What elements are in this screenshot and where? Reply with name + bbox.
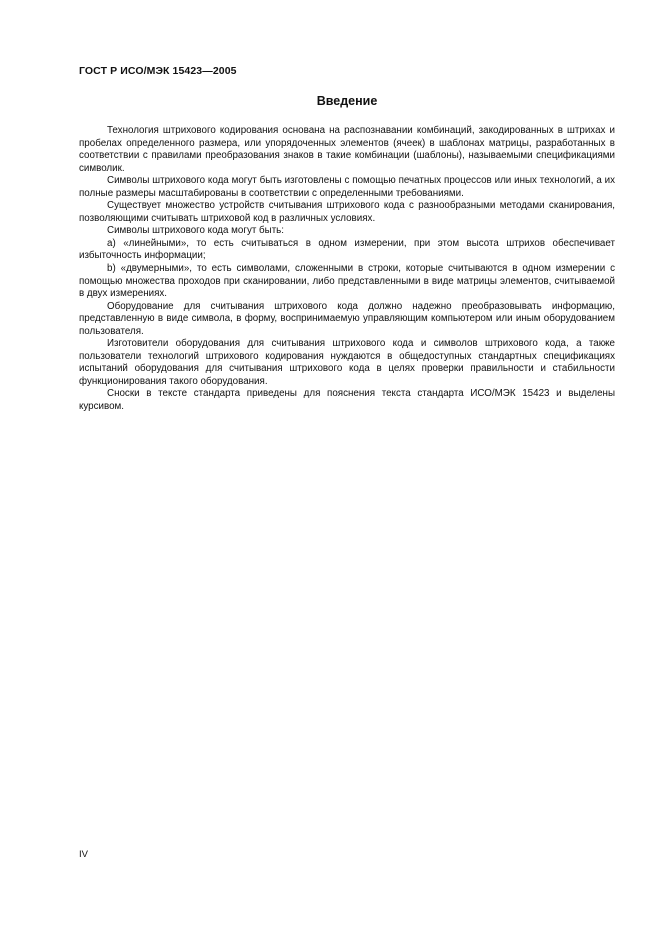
paragraph-equipment: Оборудование для считывания штрихового кода должно надежно преобразовывать информацию, представленную в виде символа, в форму, воспринимаемую управляющим компьютером или иным оборудованием пользователя.	[79, 300, 615, 337]
page-number: IV	[79, 849, 88, 860]
standard-header: ГОСТ Р ИСО/МЭК 15423—2005	[79, 65, 237, 77]
paragraph-footnotes: Сноски в тексте стандарта приведены для пояснения текста стандарта ИСО/МЭК 15423 и выделены курсивом.	[79, 388, 615, 413]
paragraph-technology: Технология штрихового кодирования основана на распознавании комбинаций, закодированных в штрихах и пробелах определенного размера, или упорядоченных элементов (ячеек) в шаблонах матрицы, разработанных в соответствии с правилами преобразования знаков в такие комбинации (шаблоны), называемыми спецификациями символик.	[79, 125, 615, 174]
paragraph-printing: Символы штрихового кода могут быть изготовлены с помощью печатных процессов или иных технологий, а их полные размеры масштабированы в соответствии с определенными требованиями.	[79, 175, 615, 199]
body-text	[79, 125, 615, 414]
paragraph-manufacturers: Изготовители оборудования для считывания штрихового кода и символов штрихового кода, а также пользователи технологий штрихового кодирования нуждаются в общедоступных стандартных спецификациях испытаний оборудования для считывания штрихового кода в целях проверки правильности и стабильности функционирования такого оборудования.	[79, 338, 615, 387]
list-item-linear: а) «линейными», то есть считываться в одном измерении, при этом высота штрихов обеспечивает избыточность информации;	[79, 237, 615, 262]
paragraph-readers: Существует множество устройств считывания штрихового кода с разнообразными методами сканирования, позволяющими считывать штриховой код в различных условиях.	[79, 200, 615, 224]
paragraph-symbol-types-intro: Символы штрихового кода могут быть:	[107, 225, 285, 237]
list-item-two-dimensional: b) «двумерными», то есть символами, сложенными в строки, которые считываются в одном измерении с помощью множества проходов при сканировании, либо представленными в виде матрицы элементов, считываемой в двух измерениях.	[79, 263, 615, 300]
section-title: Введение	[316, 94, 378, 108]
